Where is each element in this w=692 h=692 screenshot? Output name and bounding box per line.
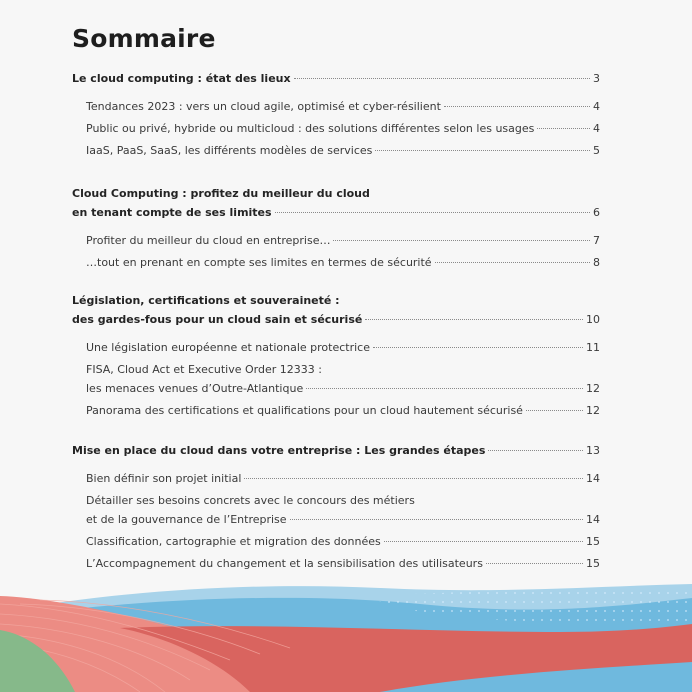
toc-section-3[interactable] <box>72 313 600 329</box>
dot-leader <box>435 262 590 263</box>
toc-section-1-title: Le cloud computing : état des lieux <box>72 72 291 85</box>
dot-leader <box>306 388 583 389</box>
toc-item-line1: FISA, Cloud Act et Executive Order 12333 : <box>86 363 322 376</box>
dot-leader <box>275 212 590 213</box>
toc-section-3-title-line2: des gardes-fous pour un cloud sain et sécurisé <box>72 313 363 326</box>
toc-item-page: 4 <box>593 100 600 113</box>
toc-item[interactable] <box>86 341 600 357</box>
toc-item[interactable] <box>86 535 600 551</box>
toc-item-page: 15 <box>586 557 600 570</box>
toc-item[interactable] <box>86 122 600 138</box>
toc-item-label: Bien définir son projet initial <box>86 472 242 485</box>
toc-item[interactable] <box>86 256 600 272</box>
dot-leader <box>486 563 583 564</box>
toc-item-line1: Détailler ses besoins concrets avec le concours des métiers <box>86 494 415 507</box>
toc-item-label: Public ou privé, hybride ou multicloud : des solutions différentes selon les usages <box>86 122 535 135</box>
dot-leader <box>244 478 583 479</box>
dot-leader <box>373 347 583 348</box>
toc-item-page: 8 <box>593 256 600 269</box>
toc-item-label: L’Accompagnement du changement et la sensibilisation des utilisateurs <box>86 557 483 570</box>
toc-section-3-page: 10 <box>586 313 600 326</box>
dot-leader <box>294 78 590 79</box>
dot-leader <box>537 128 590 129</box>
toc-item[interactable] <box>86 382 600 398</box>
toc-item-page: 4 <box>593 122 600 135</box>
dot-leader <box>365 319 583 320</box>
toc-item-page: 7 <box>593 234 600 247</box>
toc-item-page: 14 <box>586 472 600 485</box>
toc-item-label: Profiter du meilleur du cloud en entreprise… <box>86 234 331 247</box>
toc-section-2-title-line1: Cloud Computing : profitez du meilleur du cloud <box>72 187 370 200</box>
dot-leader <box>384 541 583 542</box>
toc-item-page: 12 <box>586 382 600 395</box>
dot-leader <box>488 450 583 451</box>
dot-leader <box>375 150 590 151</box>
toc-item-label: …tout en prenant en compte ses limites en termes de sécurité <box>86 256 432 269</box>
toc-item[interactable] <box>86 513 600 529</box>
toc-item-page: 14 <box>586 513 600 526</box>
toc-item-label: Panorama des certifications et qualifications pour un cloud hautement sécurisé <box>86 404 523 417</box>
toc-item[interactable] <box>86 234 600 250</box>
dot-leader <box>333 240 590 241</box>
toc-item-page: 12 <box>586 404 600 417</box>
toc-item-label: Une législation européenne et nationale protectrice <box>86 341 370 354</box>
toc-item-label: les menaces venues d’Outre-Atlantique <box>86 382 304 395</box>
toc-item-page: 11 <box>586 341 600 354</box>
toc-item[interactable] <box>86 557 600 573</box>
toc-section-4[interactable] <box>72 444 600 460</box>
toc-section-2[interactable] <box>72 206 600 222</box>
toc-item-label: et de la gouvernance de l’Entreprise <box>86 513 287 526</box>
toc-section-1[interactable] <box>72 72 600 88</box>
toc-item[interactable] <box>86 144 600 160</box>
toc-item-label: Tendances 2023 : vers un cloud agile, optimisé et cyber-résilient <box>86 100 441 113</box>
page-title: Sommaire <box>72 24 216 53</box>
toc-item-label: Classification, cartographie et migration des données <box>86 535 381 548</box>
toc-section-3-title-line1: Législation, certifications et souveraineté : <box>72 294 340 307</box>
toc-section-4-title: Mise en place du cloud dans votre entreprise : Les grandes étapes <box>72 444 486 457</box>
toc-section-2-title-line2: en tenant compte de ses limites <box>72 206 272 219</box>
toc-item-page: 5 <box>593 144 600 157</box>
toc-item[interactable] <box>86 100 600 116</box>
toc-item-page: 15 <box>586 535 600 548</box>
dot-leader <box>526 410 583 411</box>
toc-section-4-page: 13 <box>586 444 600 457</box>
toc-item[interactable] <box>86 472 600 488</box>
toc-section-2-page: 6 <box>593 206 600 219</box>
dot-leader <box>290 519 583 520</box>
decorative-waves <box>0 582 692 692</box>
dot-leader <box>444 106 590 107</box>
toc-item-label: IaaS, PaaS, SaaS, les différents modèles de services <box>86 144 373 157</box>
toc-item[interactable] <box>86 404 600 420</box>
toc-section-1-page: 3 <box>593 72 600 85</box>
